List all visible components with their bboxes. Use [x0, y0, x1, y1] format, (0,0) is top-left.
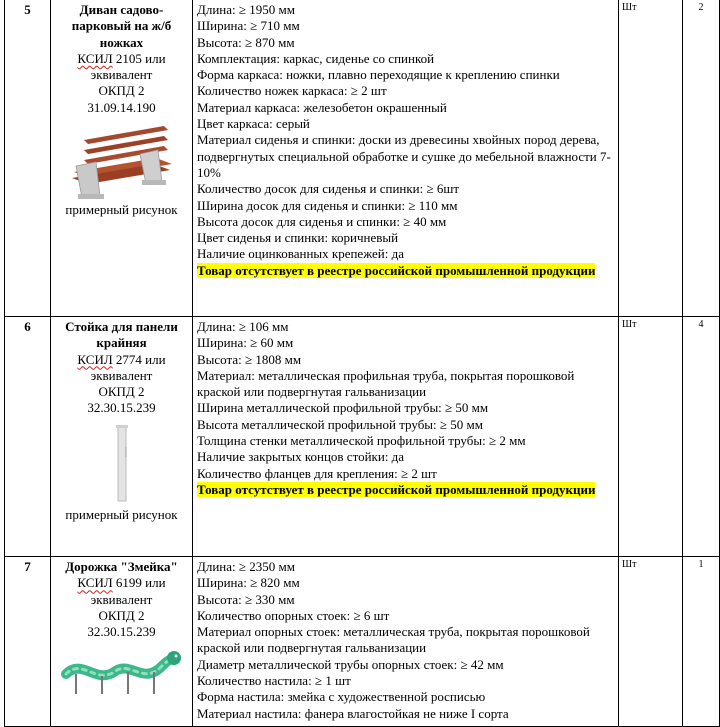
okpd-code: 31.09.14.190	[87, 99, 156, 115]
spec-line: Ширина: ≥ 60 мм	[197, 335, 294, 351]
okpd-code: 32.30.15.239	[87, 624, 156, 640]
equivalent-text: или эквивалент	[90, 351, 166, 383]
spec-line: Материал настила: фанера влагостойкая не ниже I сорта	[197, 705, 509, 721]
product-code: 2774	[115, 351, 142, 367]
table-row	[5, 557, 720, 727]
ksil-label: КСИЛ	[77, 351, 113, 367]
spec-line: Ширина досок для сиденья и спинки: ≥ 110 мм	[197, 197, 458, 213]
spec-line: Материал: металлическая профильная труба, покрытая порошковой краской или подвергнутая гальванизации	[197, 367, 575, 400]
picture-caption: примерный рисунок	[65, 202, 178, 218]
spec-line: Толщина стенки металлической профильной трубы: ≥ 2 мм	[197, 433, 526, 449]
spec-line: Наличие закрытых концов стойки: да	[197, 449, 405, 465]
quantity-cell: 1	[683, 557, 720, 727]
okpd-code: 32.30.15.239	[87, 400, 156, 416]
spec-line: Количество досок для сиденья и спинки: ≥ 6шт	[197, 181, 460, 197]
spec-line: Ширина: ≥ 820 мм	[197, 575, 300, 591]
spec-line: Длина: ≥ 2350 мм	[197, 559, 295, 574]
spec-line: Высота: ≥ 330 мм	[197, 591, 295, 607]
spec-line: Форма настила: змейка с художественной росписью	[197, 689, 486, 705]
row-number: 5	[5, 0, 51, 317]
product-title: Дорожка "Змейка"	[65, 559, 178, 574]
spec-line: Высота: ≥ 1808 мм	[197, 351, 302, 367]
spec-line: Материал опорных стоек: металлическая труба, покрытая порошковой краской или подвергнутая гальванизации	[197, 624, 590, 656]
okpd-label: ОКПД 2	[98, 384, 145, 400]
table-row	[5, 317, 720, 557]
product-name-cell	[51, 317, 193, 557]
product-name-cell	[51, 0, 193, 317]
spec-line: Комплектация: каркас, сиденье со спинкой	[197, 50, 435, 66]
table-row	[5, 0, 720, 317]
product-name-cell	[51, 557, 193, 727]
row-number: 7	[5, 557, 51, 727]
specification-cell	[193, 0, 619, 317]
spec-line: Количество опорных стоек: ≥ 6 шт	[197, 607, 390, 623]
spec-line: Высота досок для сиденья и спинки: ≥ 40 мм	[197, 213, 447, 229]
unit-cell: Шт	[619, 557, 683, 727]
bench-image	[66, 120, 178, 200]
row-number: 6	[5, 317, 51, 557]
product-code: 6199	[115, 575, 142, 591]
ksil-label: КСИЛ	[77, 575, 113, 591]
product-title: Диван садово-парковый на ж/б ножках	[71, 2, 172, 50]
spec-line: Количество настила: ≥ 1 шт	[197, 673, 351, 689]
registry-notice: Товар отсутствует в реестре российской промышленной продукции	[197, 481, 596, 497]
spec-line: Наличие оцинкованных крепежей: да	[197, 246, 404, 262]
spec-line: Высота: ≥ 870 мм	[197, 34, 295, 50]
specification-cell	[193, 317, 619, 557]
quantity-cell: 2	[683, 0, 720, 317]
specification-cell	[193, 557, 619, 727]
spec-line: Длина: ≥ 1950 мм	[197, 2, 295, 17]
spec-line: Длина: ≥ 106 мм	[197, 319, 289, 334]
product-code: 2105	[115, 50, 142, 66]
equivalent-text: или эквивалент	[90, 575, 166, 607]
spec-line: Ширина металлической профильной трубы: ≥ 50 мм	[197, 400, 489, 416]
quantity-cell: 4	[683, 317, 720, 557]
okpd-label: ОКПД 2	[98, 83, 145, 99]
ksil-label: КСИЛ	[77, 50, 113, 66]
spec-line: Диаметр металлической трубы опорных стоек: ≥ 42 мм	[197, 656, 504, 672]
registry-notice: Товар отсутствует в реестре российской промышленной продукции	[197, 262, 596, 278]
spec-line: Количество ножек каркаса: ≥ 2 шт	[197, 83, 387, 99]
spec-line: Материал каркаса: железобетон окрашенный	[197, 99, 447, 115]
picture-caption: примерный рисунок	[65, 506, 178, 522]
spec-line: Количество фланцев для крепления: ≥ 2 шт	[197, 465, 437, 481]
product-title: Стойка для панели крайняя	[65, 319, 178, 351]
spec-line: Высота металлической профильной трубы: ≥ 50 мм	[197, 416, 483, 432]
spec-line: Материал сиденья и спинки: доски из древесины хвойных пород дерева, подвергнутых специальной обработке и сушке до мебельной влажности 7-10%	[197, 132, 611, 180]
spec-line: Цвет каркаса: серый	[197, 116, 310, 132]
spec-line: Ширина: ≥ 710 мм	[197, 18, 300, 34]
spec-line: Форма каркаса: ножки, плавно переходящие к креплению спинки	[197, 67, 560, 83]
unit-cell: Шт	[619, 0, 683, 317]
snake-path-image	[62, 644, 182, 696]
post-image	[102, 421, 142, 505]
specification-table	[4, 0, 720, 727]
spec-line: Цвет сиденья и спинки: коричневый	[197, 230, 399, 246]
okpd-label: ОКПД 2	[98, 607, 145, 623]
unit-cell: Шт	[619, 317, 683, 557]
equivalent-text: или эквивалент	[90, 50, 166, 83]
